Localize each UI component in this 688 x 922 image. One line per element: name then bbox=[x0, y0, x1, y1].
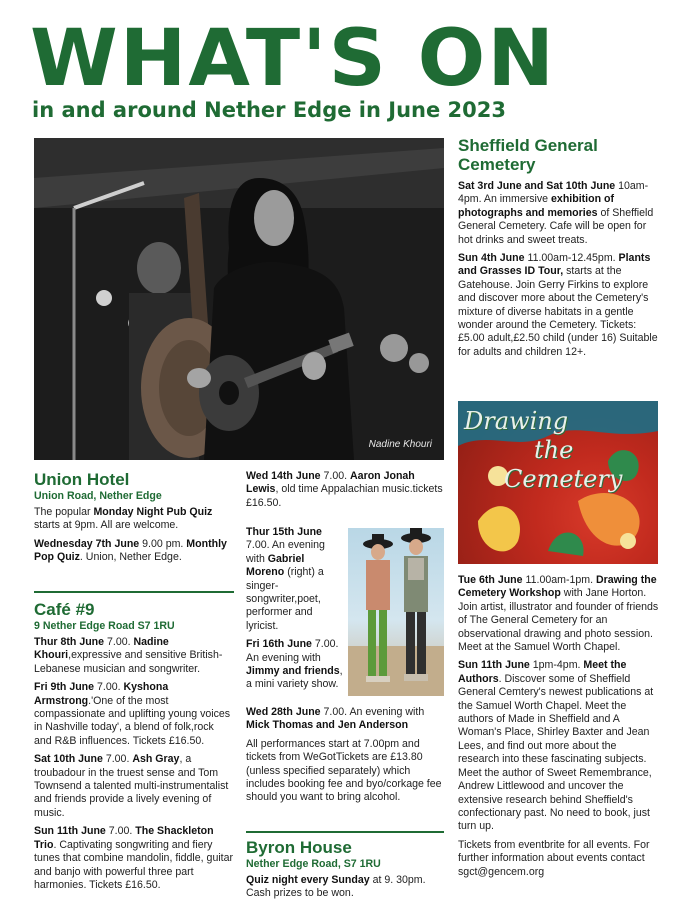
cafe9-address: 9 Nether Edge Road S7 1RU bbox=[34, 620, 175, 632]
middle-event-1-time: 7.00. bbox=[320, 470, 351, 482]
union-hotel-event-2-time: 9.00 pm. bbox=[139, 537, 187, 550]
poster-line-3: Cemetery bbox=[504, 465, 623, 493]
cemetery-event-1-desc: of Sheffield General Cemetery. Cafe will be open for hot drinks and sweet treats. bbox=[458, 206, 654, 246]
cafe9-event-1 bbox=[34, 636, 234, 676]
cafe9-event-3-name: Ash Gray bbox=[132, 753, 180, 766]
middle-event-1-date: Wed 14th June bbox=[246, 470, 321, 482]
cafe9-heading: Café #9 bbox=[34, 600, 95, 619]
divider-byron bbox=[246, 831, 444, 833]
cemetery-event-4-desc: . Discover some of Sheffield General Cemtery's newest publications at the Samuel Worth Chapel. Meet the authors of Made in Sheffield and A Woman's Place, Shirley Baxter and Jean Lees, and find out more about the research into these fascinating subjects. Meet the author of Sweet Remembrance, Andrew Littlewood and uncover the extensive research behind Sheffield's confectionary past. No need to book, just turn up. bbox=[458, 672, 654, 833]
byron-house-event bbox=[246, 874, 444, 901]
cemetery-event-3-time: 11.00am-1pm. bbox=[522, 574, 596, 586]
cafe9-event-2-name: Kyshona Armstrong bbox=[34, 681, 169, 707]
cafe9-event-3 bbox=[34, 753, 234, 820]
cafe9-event-1-desc: ,expressive and sensitive British-Lebanese musician and songwriter. bbox=[34, 649, 223, 675]
cafe9-event-3-date: Sat 10th June bbox=[34, 753, 103, 766]
middle-events-top bbox=[246, 470, 444, 515]
middle-events-bottom bbox=[246, 706, 444, 810]
union-hotel-event-1-desc: starts at 9pm. All are welcome. bbox=[34, 519, 179, 532]
middle-event-3-desc: , a mini variety show. bbox=[246, 665, 343, 691]
cafe9-event-3-desc: , a troubadour in the truest sense and Tom Townsend a talented multi-instrumentalist and friends provide a lively evening of music. bbox=[34, 753, 229, 819]
middle-event-2-date: Thur 15th June bbox=[246, 526, 322, 538]
middle-event-4-name: Mick Thomas and Jen Anderson bbox=[246, 719, 409, 732]
performances-note: All performances start at 7.00pm and tickets from WeGotTickets are £13.80 (unless specified separately) which includes booking fee and byo/corkage fee should you want to bring alcohol. bbox=[246, 737, 442, 804]
poster-line-1: Drawing bbox=[464, 407, 569, 435]
union-hotel-event-2-desc: . Union, Nether Edge. bbox=[79, 551, 182, 564]
middle-event-3-time: 7.00. An evening with bbox=[246, 638, 339, 664]
cemetery-event-3 bbox=[458, 574, 660, 654]
cemetery-event-2-name: Plants and Grasses ID Tour, bbox=[458, 252, 651, 278]
middle-event-4-time: 7.00. An evening with bbox=[320, 706, 425, 718]
cemetery-event-1-date: Sat 3rd June and Sat 10th June bbox=[458, 180, 616, 192]
cemetery-event-2-time: 11.00am-12.45pm. bbox=[524, 252, 619, 265]
cemetery-event-3-date: Tue 6th June bbox=[458, 574, 523, 586]
cafe9-event-1-name: Nadine Khouri bbox=[34, 636, 169, 662]
union-hotel-event-1-pre: The popular bbox=[34, 506, 94, 518]
middle-event-4-date: Wed 28th June bbox=[246, 706, 321, 718]
concert-photo bbox=[34, 138, 444, 460]
cemetery-event-4-time: 1pm-4pm. bbox=[529, 659, 584, 672]
cafe9-event-2-date: Fri 9th June bbox=[34, 681, 95, 694]
cafe9-section bbox=[34, 600, 234, 897]
union-hotel-heading: Union Hotel bbox=[34, 470, 130, 489]
middle-event-2-desc: (right) a singer-songwriter,poet, performer and lyricist. bbox=[246, 566, 324, 632]
union-hotel-event-1 bbox=[34, 506, 234, 533]
divider-union-cafe bbox=[34, 591, 234, 593]
cemetery-event-4-name: Meet the Authors bbox=[458, 659, 627, 685]
cemetery-heading: Sheffield General Cemetery bbox=[458, 136, 598, 174]
cemetery-event-3-desc: with Jane Horton. Join artist, illustrator and founder of friends of The General Cemetery for an observational drawing and photo session. Meet at the Samuel Worth Chapel. bbox=[458, 587, 659, 654]
cafe9-event-1-date: Thur 8th June bbox=[34, 636, 105, 648]
drawing-the-cemetery-poster bbox=[458, 401, 658, 564]
middle-event-4 bbox=[246, 706, 444, 733]
performers-photo-illustration bbox=[348, 528, 444, 696]
middle-event-3-name: Jimmy and friends bbox=[246, 665, 340, 678]
union-hotel-address: Union Road, Nether Edge bbox=[34, 490, 162, 502]
union-hotel-event-1-name: Monday Night Pub Quiz bbox=[93, 506, 213, 518]
byron-house-event-desc: at 9. 30pm. Cash prizes to be won. bbox=[246, 874, 426, 900]
union-hotel-section bbox=[34, 470, 234, 570]
cafe9-event-2-desc: .'One of the most compassionate and uplifting young voices in Nashville today', a blend of folk,rock and R&B influences. Tickets £16.50. bbox=[34, 694, 231, 747]
union-hotel-event-2-name: Monthly Pop Quiz bbox=[34, 537, 227, 564]
cemetery-event-1-time: 10am-4pm. An immersive bbox=[458, 180, 649, 206]
page-title: WHAT'S ON bbox=[30, 14, 556, 104]
cafe9-event-4-name: The Shackleton Trio bbox=[34, 825, 214, 851]
middle-event-2-time: 7.00. An evening with bbox=[246, 539, 325, 565]
poster-line-2: the bbox=[534, 436, 574, 464]
cemetery-section bbox=[458, 136, 660, 364]
concert-photo-illustration bbox=[34, 138, 444, 460]
cafe9-event-2 bbox=[34, 681, 234, 748]
middle-event-1 bbox=[246, 470, 444, 510]
middle-event-1-name: Aaron Jonah Lewis bbox=[246, 470, 415, 496]
cemetery-event-3-name: Drawing the Cemetery Workshop bbox=[458, 574, 657, 600]
poster-title bbox=[464, 407, 622, 494]
performers-photo bbox=[348, 528, 444, 696]
cafe9-event-3-time: 7.00. bbox=[102, 753, 133, 766]
middle-event-3 bbox=[246, 638, 344, 692]
cemetery-section-continued bbox=[458, 574, 660, 884]
union-hotel-event-2 bbox=[34, 538, 234, 565]
middle-event-3-date: Fri 16th June bbox=[246, 638, 312, 651]
byron-house-event-name: Quiz night every Sunday bbox=[246, 874, 370, 886]
cafe9-event-4-desc: . Captivating songwriting and fiery tunes that combine mandolin, fiddle, guitar and banjo with powerful three part harmonies. Tickets £16.50. bbox=[34, 838, 234, 891]
cemetery-event-2-desc: starts at the Gatehouse. Join Gerry Firkins to explore and discover more about the Cemetery's mixture of diverse habitats in a gentle wonder around the Cemetery. Tickets: £5.00 adult,£2.50 child (under 16) Suitable for adults and children 12+. bbox=[458, 265, 658, 358]
cemetery-event-2-date: Sun 4th June bbox=[458, 252, 525, 265]
middle-events-side bbox=[246, 526, 344, 697]
cafe9-event-4 bbox=[34, 825, 234, 892]
byron-house-heading: Byron House bbox=[246, 838, 352, 857]
union-hotel-event-2-date: Wednesday 7th June bbox=[34, 537, 140, 550]
middle-event-2-name: Gabriel Moreno bbox=[246, 552, 305, 579]
cafe9-event-4-time: 7.00. bbox=[105, 825, 136, 838]
cemetery-event-1 bbox=[458, 180, 660, 247]
page-subtitle: in and around Nether Edge in June 2023 bbox=[32, 98, 506, 122]
cemetery-event-4 bbox=[458, 659, 660, 833]
photo-credit: Nadine Khouri bbox=[368, 439, 432, 450]
cemetery-footer: Tickets from eventbrite for all events. For further information about events contact sgct@gencem.org bbox=[458, 838, 650, 878]
cemetery-event-2 bbox=[458, 252, 660, 359]
cemetery-event-4-date: Sun 11th June bbox=[458, 659, 530, 672]
cafe9-event-2-time: 7.00. bbox=[94, 681, 124, 694]
cemetery-event-1-name: exhibition of photographs and memories bbox=[458, 193, 614, 219]
middle-event-1-desc: , old time Appalachian music.tickets £16.50. bbox=[246, 483, 443, 509]
middle-event-2 bbox=[246, 526, 344, 633]
byron-house-address: Nether Edge Road, S7 1RU bbox=[246, 858, 381, 870]
cafe9-event-1-time: 7.00. bbox=[104, 636, 134, 648]
cafe9-event-4-date: Sun 11th June bbox=[34, 825, 106, 838]
byron-house-section bbox=[246, 838, 444, 906]
